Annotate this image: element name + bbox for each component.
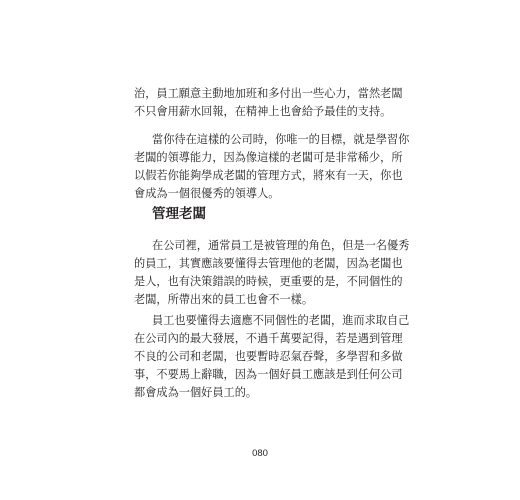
paragraph-line: 在公司內的最大發展，不過千萬要記得，若是遇到管理: [134, 332, 403, 345]
paragraph-line: 員工也要懂得去適應不同個性的老闆，進而求取自己: [152, 314, 410, 327]
paragraph-line: 不只會用薪水回報，在精神上也會給予最佳的支持。: [134, 105, 392, 118]
paragraph-1: [134, 85, 403, 121]
section-heading: 管理老闆: [152, 206, 206, 222]
paragraph-4: [134, 312, 410, 402]
paragraph-line: 事，不要馬上辭職，因為一個好員工應該是到任何公司: [134, 368, 403, 381]
paragraph-line: 治，員工願意主動地加班和多付出一些心力，當然老闆: [134, 87, 403, 100]
paragraph-line: 當你待在這樣的公司時，你唯一的目標，就是學習你: [152, 133, 410, 146]
paragraph-line: 都會成為一個好員工的。: [134, 386, 258, 399]
paragraph-line: 會成為一個很優秀的領導人。: [134, 187, 280, 200]
paragraph-line: 不良的公司和老闆，也要暫時忍氣吞聲，多學習和多做: [134, 350, 403, 363]
paragraph-line: 在公司裡，通常員工是被管理的角色，但是一名優秀: [152, 239, 410, 252]
paragraph-2: [134, 131, 410, 203]
paragraph-line: 是人，也有決策錯誤的時候，更重要的是，不同個性的: [134, 275, 403, 288]
paragraph-line: 以假若你能夠學成老闆的管理方式，將來有一天，你也: [134, 169, 403, 182]
paragraph-line: 老闆，所帶出來的員工也會不一樣。: [134, 293, 314, 306]
paragraph-line: 的員工，其實應該要懂得去管理他的老闆，因為老闆也: [134, 257, 403, 270]
paragraph-3: [134, 237, 410, 309]
paragraph-line: 老闆的領導能力，因為像這樣的老闆可是非常稀少，所: [134, 151, 403, 164]
page-number: 080: [252, 448, 268, 459]
